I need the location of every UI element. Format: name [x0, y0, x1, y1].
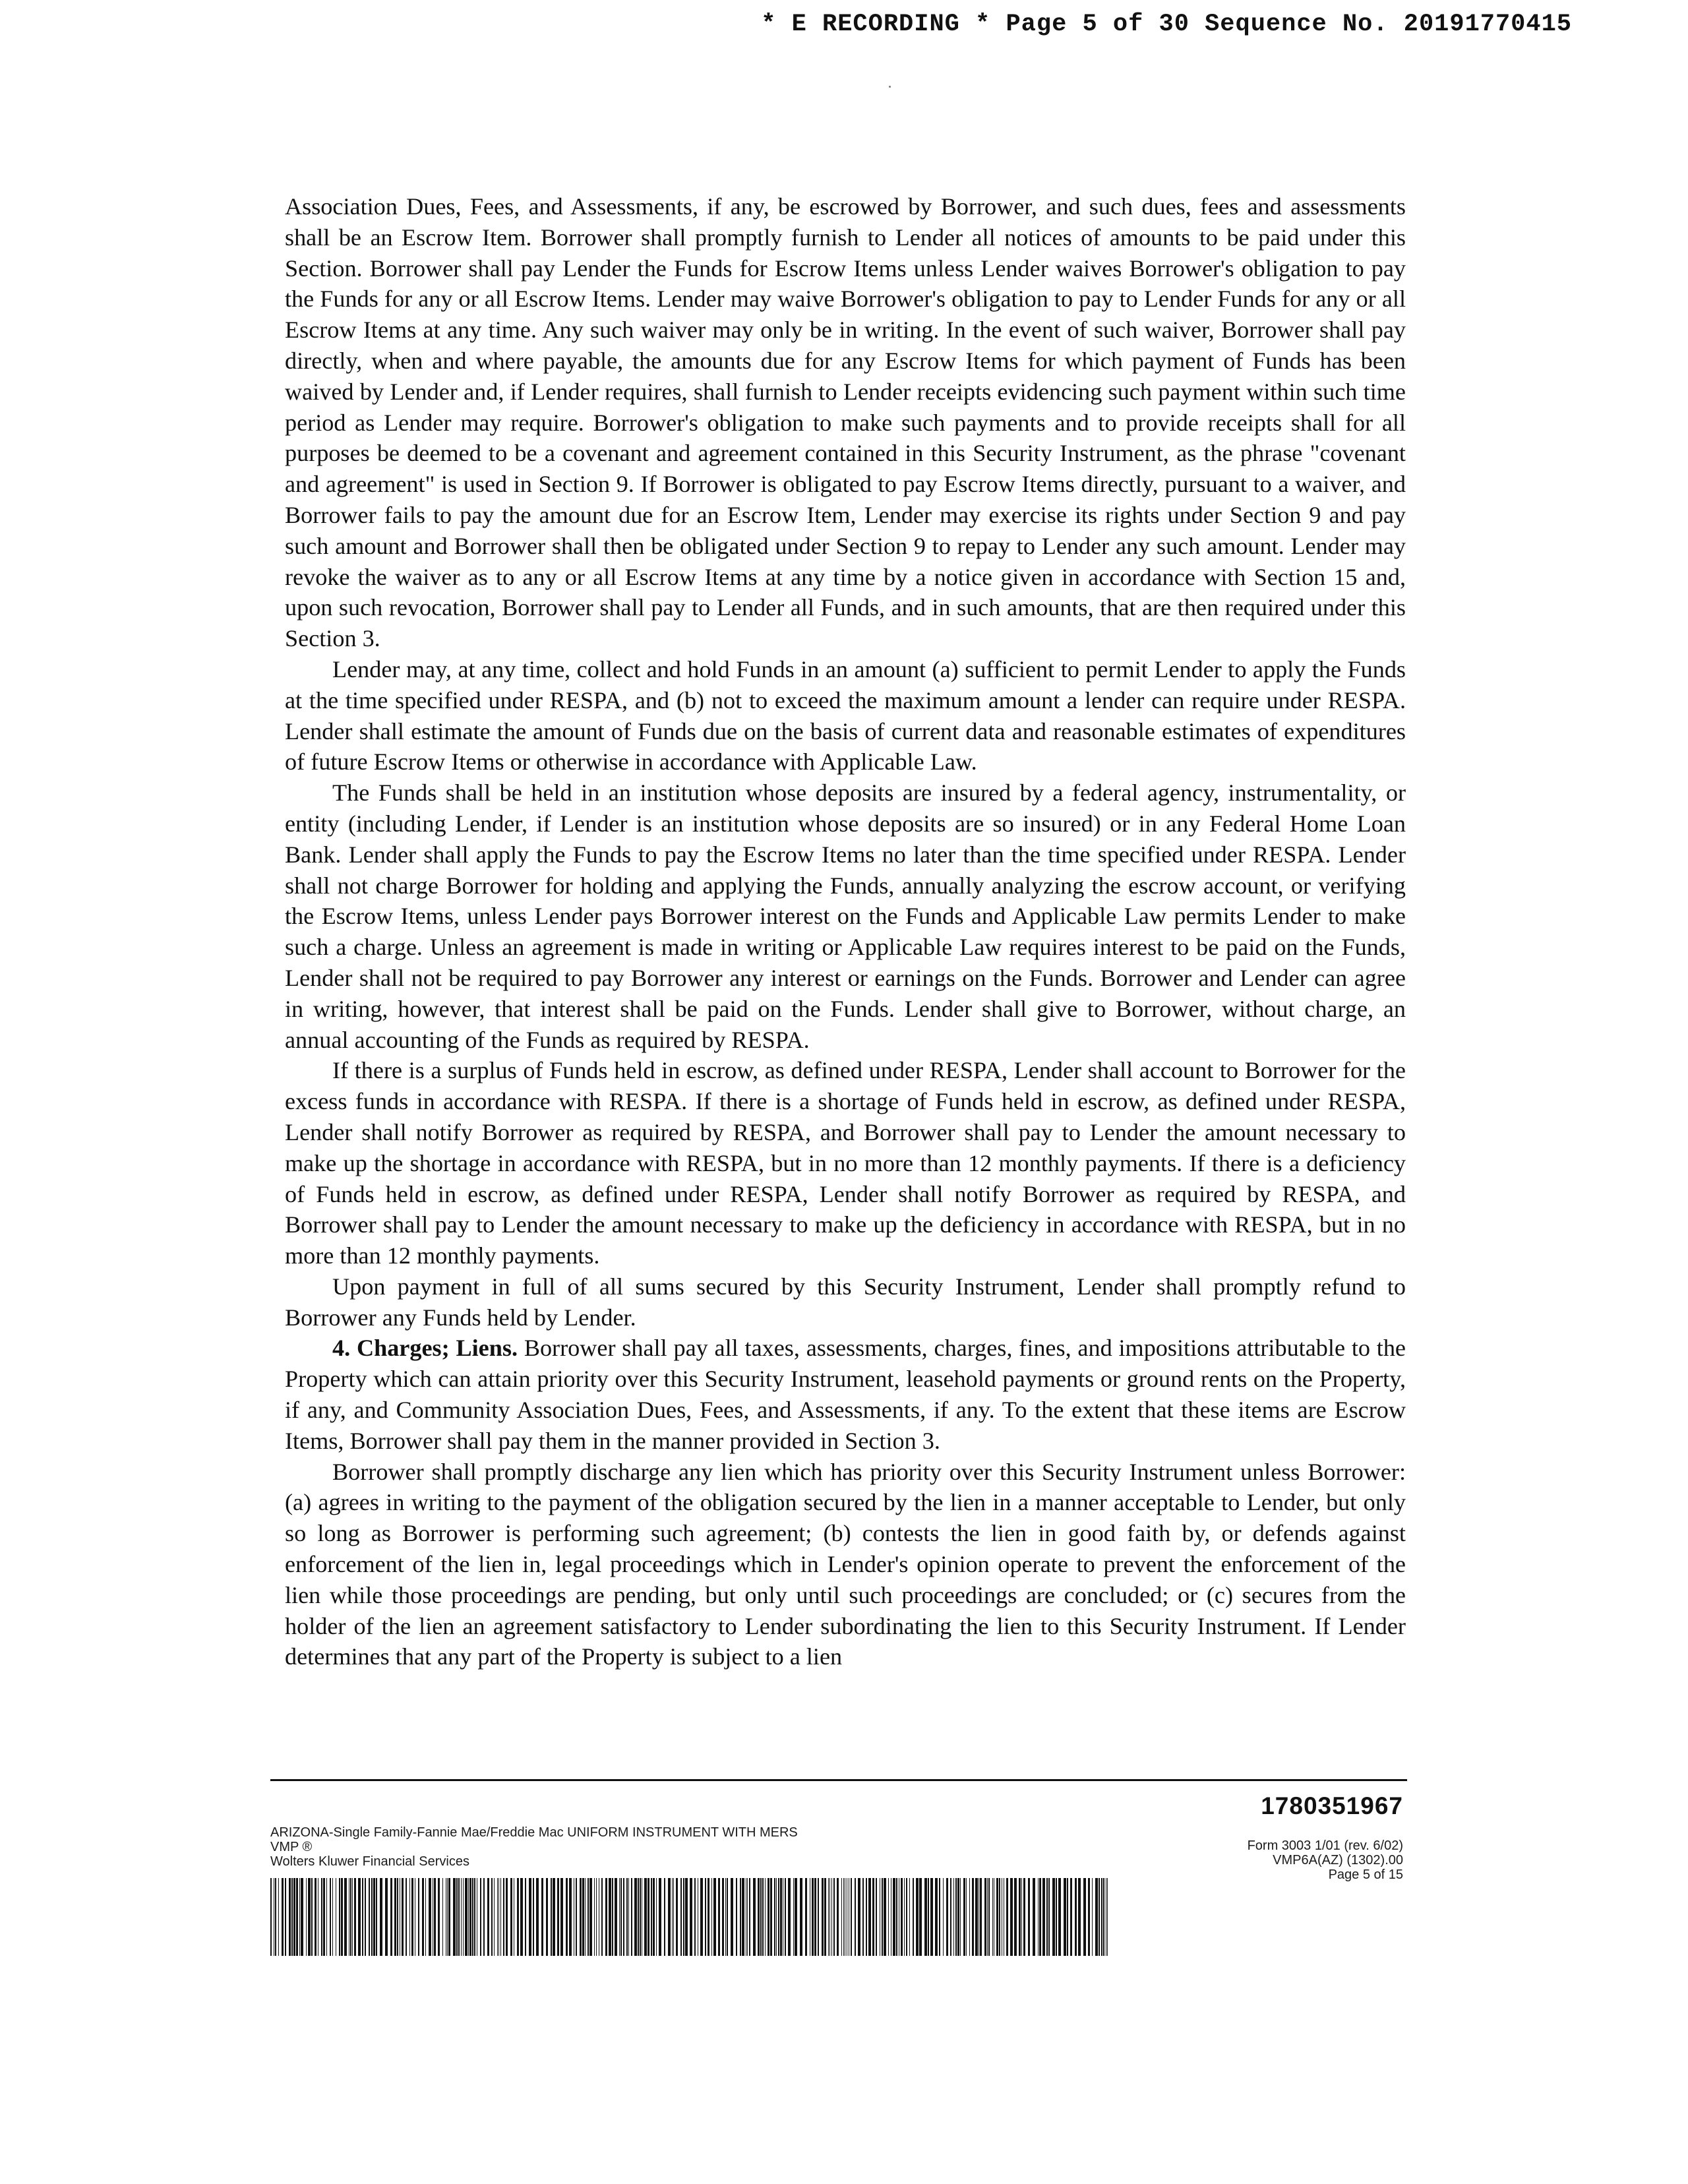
- document-number: 1780351967: [1261, 1792, 1403, 1819]
- body-text: [285, 191, 1406, 1672]
- page-label: Page 5 of 15: [1328, 1867, 1403, 1882]
- publisher-name: Wolters Kluwer Financial Services: [270, 1854, 469, 1869]
- scan-speck: [889, 86, 891, 88]
- paragraph-lien-discharge: Borrower shall promptly discharge any lien which has priority over this Security Instrument unless Borrower: (a) agrees in writing to the payment of the obligation secured by the lien in a manner acceptable to Lender, but only so long as Borrower is performing such agreement; (b) contests the lien in good faith by, or defends against enforcement of the lien in, legal proceedings which in Lender's opinion operate to prevent the enforcement of the lien while those proceedings are pending, but only until such proceedings are concluded; or (c) secures from the holder of the lien an agreement satisfactory to Lender subordinating the lien to this Security Instrument. If Lender determines that any part of the Property is subject to a lien: [285, 1458, 1406, 1670]
- section-4-heading: 4. Charges; Liens.: [332, 1335, 518, 1362]
- paragraph-surplus-shortage: If there is a surplus of Funds held in escrow, as defined under RESPA, Lender shall account to Borrower for the excess funds in accordance with RESPA. If there is a shortage of Funds held in escrow, as defined under RESPA, Lender shall notify Borrower as required by RESPA, and Borrower shall pay to Lender the amount necessary to make up the shortage in accordance with RESPA, but in no more than 12 monthly payments. If there is a deficiency of Funds held in escrow, as defined under RESPA, Lender shall notify Borrower as required by RESPA, and Borrower shall pay to Lender the amount necessary to make up the deficiency in accordance with RESPA, but in no more than 12 monthly payments.: [285, 1057, 1406, 1269]
- form-title: ARIZONA-Single Family-Fannie Mae/Freddie Mac UNIFORM INSTRUMENT WITH MERS: [270, 1825, 798, 1840]
- footer-form-info: [270, 1825, 798, 1869]
- footer-form-codes: [1248, 1838, 1403, 1882]
- barcode-image: [270, 1878, 1108, 1956]
- form-number: Form 3003 1/01 (rev. 6/02): [1247, 1838, 1403, 1853]
- paragraph-refund: Upon payment in full of all sums secured by this Security Instrument, Lender shall promptly refund to Borrower any Funds held by Lender.: [285, 1273, 1406, 1331]
- form-code: VMP6A(AZ) (1302).00: [1273, 1853, 1403, 1867]
- paragraph-section-4: [285, 1333, 1406, 1456]
- paragraph-escrow-waiver: Association Dues, Fees, and Assessments, if any, be escrowed by Borrower, and such dues, fees and assessments shall be an Escrow Item. Borrower shall promptly furnish to Lender all notices of amounts to be paid under this Section. Borrower shall pay Lender the Funds for Escrow Items unless Lender waives Borrower's obligation to pay the Funds for any or all Escrow Items. Lender may waive Borrower's obligation to pay to Lender Funds for any or all Escrow Items at any time. Any such waiver may only be in writing. In the event of such waiver, Borrower shall pay directly, when and where payable, the amounts due for any Escrow Items for which payment of Funds has been waived by Lender and, if Lender requires, shall furnish to Lender receipts evidencing such payment within such time period as Lender may require. Borrower's obligation to make such payments and to provide receipts shall for all purposes be deemed to be a covenant and agreement contained in this Security Instrument, as the phrase "covenant and agreement" is used in Section 9. If Borrower is obligated to pay Escrow Items directly, pursuant to a waiver, and Borrower fails to pay the amount due for an Escrow Item, Lender may exercise its rights under Section 9 and pay such amount and Borrower shall then be obligated under Section 9 to repay to Lender any such amount. Lender may revoke the waiver as to any or all Escrow Items at any time by a notice given in accordance with Section 15 and, upon such revocation, Borrower shall pay to Lender all Funds, and in such amounts, that are then required under this Section 3.: [285, 193, 1406, 652]
- section-4-text: Borrower shall pay all taxes, assessments, charges, fines, and impositions attributable to the Property which can attain priority over this Security Instrument, leasehold payments or ground rents on the Property, if any, and Community Association Dues, Fees, and Assessments, if any. To the extent that these items are Escrow Items, Borrower shall pay them in the manner provided in Section 3.: [285, 1335, 1406, 1454]
- vmp-mark: VMP ®: [270, 1840, 313, 1854]
- recording-header: * E RECORDING * Page 5 of 30 Sequence No. 20191770415: [761, 11, 1572, 38]
- footer-divider: [270, 1779, 1407, 1781]
- paragraph-funds-collection: Lender may, at any time, collect and hold Funds in an amount (a) sufficient to permit Lender to apply the Funds at the time specified under RESPA, and (b) not to exceed the maximum amount a lender can require under RESPA. Lender shall estimate the amount of Funds due on the basis of current data and reasonable estimates of expenditures of future Escrow Items or otherwise in accordance with Applicable Law.: [285, 655, 1406, 775]
- paragraph-funds-held: The Funds shall be held in an institution whose deposits are insured by a federal agency, instrumentality, or entity (including Lender, if Lender is an institution whose deposits are so insured) or in any Federal Home Loan Bank. Lender shall apply the Funds to pay the Escrow Items no later than the time specified under RESPA. Lender shall not charge Borrower for holding and applying the Funds, annually analyzing the escrow account, or verifying the Escrow Items, unless Lender pays Borrower interest on the Funds and Applicable Law permits Lender to make such a charge. Unless an agreement is made in writing or Applicable Law requires interest to be paid on the Funds, Lender shall not be required to pay Borrower any interest or earnings on the Funds. Borrower and Lender can agree in writing, however, that interest shall be paid on the Funds. Lender shall give to Borrower, without charge, an annual accounting of the Funds as required by RESPA.: [285, 779, 1406, 1053]
